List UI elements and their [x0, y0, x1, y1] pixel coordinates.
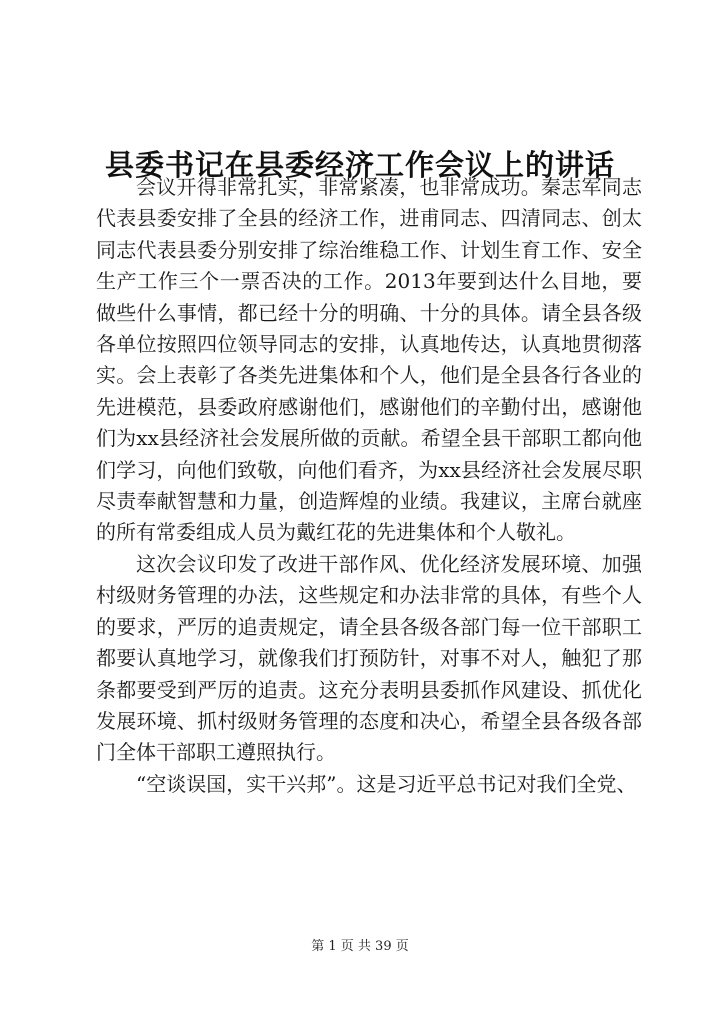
document-title: 县委书记在县委经济工作会议上的讲话 [104, 148, 615, 183]
paragraph-2: 这次会议印发了改进干部作风、优化经济发展环境、加强村级财务管理的办法，这些规定和办法非常的具体，有些个人的要求，严厉的追责规定，请全县各级各部门每一位干部职工都要认真地学习，就像我们打预防针，对事不对人，触犯了那条都要受到严厉的追责。这充分表明县委抓作风建设、抓优化发展环境、抓村级财务管理的态度和决心，希望全县各级各部门全体干部职工遵照执行。 [96, 551, 642, 765]
document-body [96, 172, 642, 800]
page-footer: 第 1 页 共 39 页 [311, 939, 409, 954]
paragraph-1: 会议开得非常扎实，非常紧凑，也非常成功。秦志军同志代表县委安排了全县的经济工作，进甫同志、四清同志、创太同志代表县委分别安排了综治维稳工作、计划生育工作、安全生产工作三个一票否决的工作。2013年要到达什么目地，要做些什么事情，都已经十分的明确、十分的具体。请全县各级各单位按照四位领导同志的安排，认真地传达，认真地贯彻落实。会上表彰了各类先进集体和个人，他们是全县各行各业的先进模范，县委政府感谢他们，感谢他们的辛勤付出，感谢他们为xx县经济社会发展所做的贡献。希望全县干部职工都向他们学习，向他们致敬，向他们看齐，为xx县经济社会发展尽职尽责奉献智慧和力量，创造辉煌的业绩。我建议，主席台就座的所有常委组成人员为戴红花的先进集体和个人敬礼。 [96, 175, 642, 545]
paragraph-3: “空谈误国，实干兴邦”。这是习近平总书记对我们全党、 [136, 771, 637, 796]
